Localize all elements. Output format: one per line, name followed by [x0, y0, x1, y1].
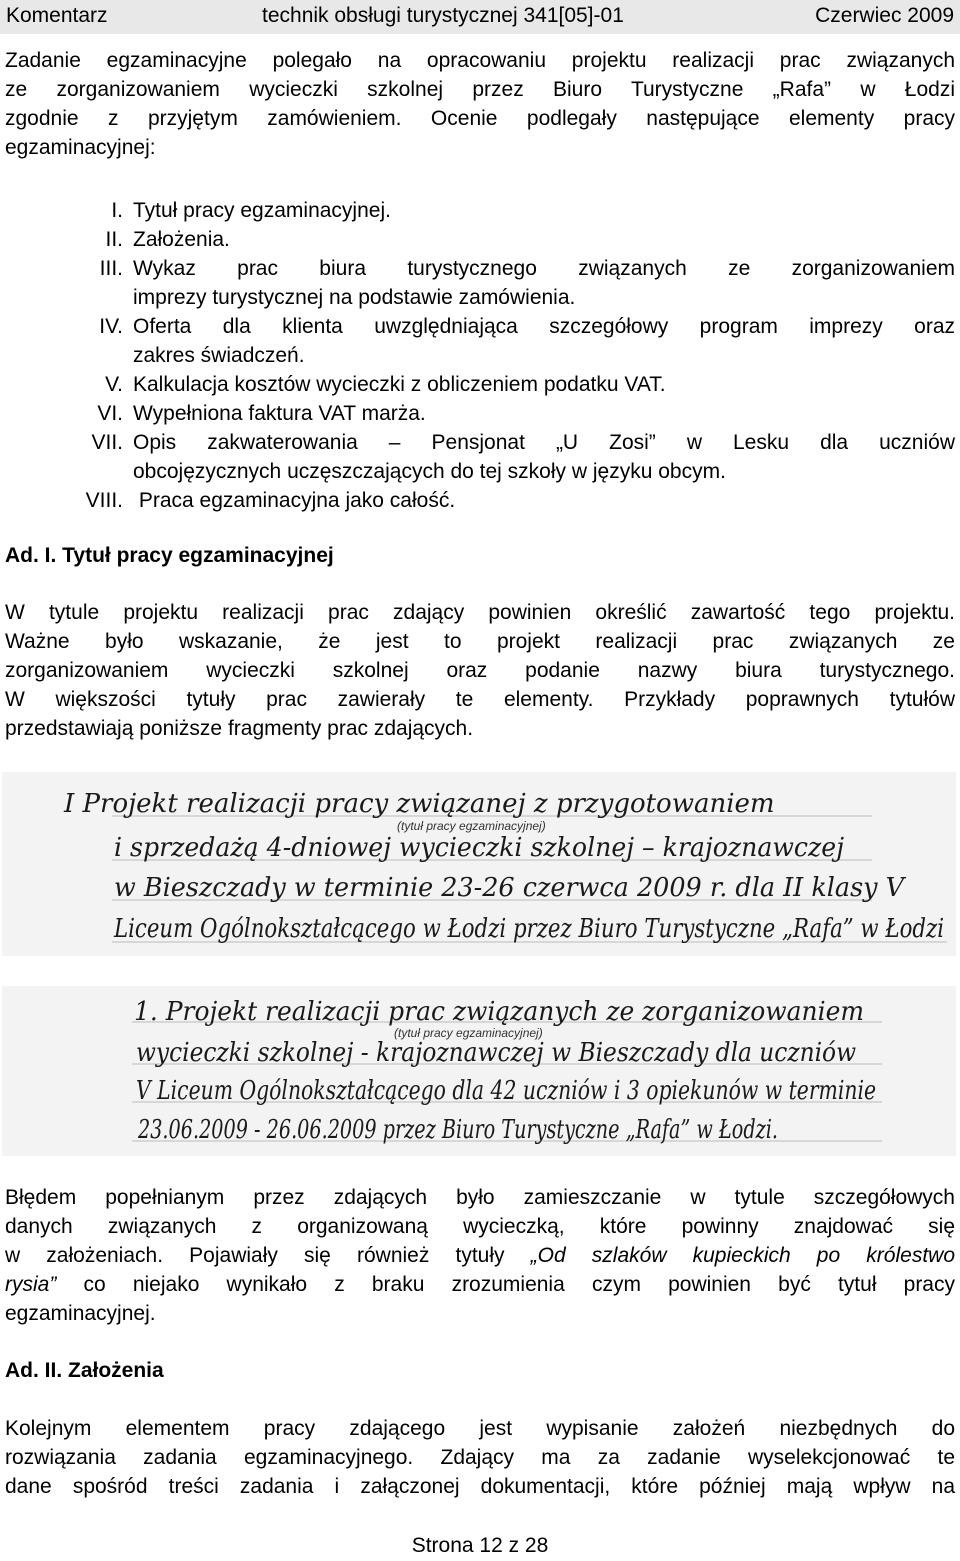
- list-number: VI.: [97, 402, 123, 425]
- header-center: technik obsługi turystycznej 341[05]-01: [262, 4, 624, 27]
- text-line: rozwiązania zadania egzaminacyjnego. Zdający ma za zadanie wyselekcjonować te: [5, 1446, 955, 1469]
- page-header: [0, 0, 960, 34]
- handwritten-title-sample-1: [2, 772, 956, 956]
- handwritten-title-sample-2: [2, 986, 956, 1156]
- list-text: Wypełniona faktura VAT marża.: [133, 402, 426, 425]
- text-line: Ważne było wskazanie, że jest to projekt realizacji prac związanych ze: [5, 630, 955, 653]
- section1b-paragraph: [5, 1183, 955, 1328]
- handwritten-line: Liceum Ogólnokształcącego w Łodzi przez Biuro Turystyczne „Rafa” w Łodzi: [113, 914, 945, 944]
- handwriting-scan: [2, 986, 956, 1156]
- text-line: Zadanie egzaminacyjne polegało na opracowaniu projektu realizacji prac związanych: [5, 49, 955, 72]
- list-text: Wykaz prac biura turystycznego związanych ze zorganizowaniem imprezy turystycznej na podstawie zamówienia.: [133, 257, 955, 309]
- handwritten-line: wycieczki szkolnej - krajoznawczej w Bieszczady dla uczniów: [136, 1038, 856, 1068]
- list-number: IV.: [99, 315, 123, 338]
- quoted-title: rysia”: [5, 1273, 57, 1296]
- section2-paragraph: [5, 1414, 955, 1501]
- list-number: VIII.: [85, 489, 123, 512]
- handwritten-line: i sprzedażą 4-dniowej wycieczki szkolnej – krajoznawczej: [114, 833, 844, 863]
- handwritten-line: w Bieszczady w terminie 23-26 czerwca 2009 r. dla II klasy V: [114, 873, 907, 903]
- list-text: Oferta dla klienta uwzględniająca szczegółowy program imprezy oraz zakres świadczeń.: [133, 315, 955, 367]
- handwritten-line: I Projekt realizacji pracy związanej z przygotowaniem: [64, 789, 775, 819]
- text-line: rysia” co niejako wynikało z braku zrozumienia czym powinien być tytuł pracy: [5, 1273, 955, 1296]
- list-text: Opis zakwaterowania – Pensjonat „U Zosi” w Lesku dla uczniów obcojęzycznych uczęszczających do tej szkoły w języku obcym.: [133, 431, 955, 483]
- list-number: III.: [99, 257, 123, 280]
- text-line: egzaminacyjnej:: [5, 136, 156, 159]
- text-line: przedstawiają poniższe fragmenty prac zdających.: [5, 717, 474, 740]
- handwritten-line: 1. Projekt realizacji prac związanych ze zorganizowaniem: [134, 997, 864, 1027]
- list-number: V.: [105, 373, 123, 396]
- section-heading: Ad. I. Tytuł pracy egzaminacyjnej: [5, 544, 334, 567]
- text-line: egzaminacyjnej.: [5, 1302, 156, 1325]
- handwritten-caption: (tytuł pracy egzaminacyjnej): [394, 1026, 543, 1040]
- header-right: Czerwiec 2009: [815, 4, 954, 27]
- text-line: danych związanych z organizowaną wycieczką, które powinny znajdować się: [5, 1215, 955, 1238]
- text-line: W większości tytuły prac zawierały te elementy. Przykłady poprawnych tytułów: [5, 688, 955, 711]
- text-line: Błędem popełnianym przez zdających było zamieszczanie w tytule szczegółowych: [5, 1186, 955, 1209]
- text-line: Kolejnym elementem pracy zdającego jest wypisanie założeń niezbędnych do: [5, 1417, 955, 1440]
- list-number: II.: [105, 228, 123, 251]
- list-text: Kalkulacja kosztów wycieczki z obliczeniem podatku VAT.: [133, 373, 666, 396]
- list-number: I.: [111, 199, 123, 222]
- page-number: Strona 12 z 28: [411, 1534, 549, 1557]
- handwritten-line: 23.06.2009 - 26.06.2009 przez Biuro Turystyczne „Rafa” w Łodzi.: [137, 1115, 779, 1145]
- intro-paragraph: [5, 46, 955, 162]
- text-line: dane spośród treści zadania i załączonej dokumentacji, które później mają wpływ na: [5, 1475, 955, 1498]
- section1-paragraph: [5, 598, 955, 743]
- list-text: Praca egzaminacyjna jako całość.: [133, 489, 456, 512]
- list-text: Założenia.: [133, 228, 230, 251]
- text-line: zgodnie z przyjętym zamówieniem. Ocenie podlegały następujące elementy pracy: [5, 107, 955, 130]
- text-line: w założeniach. Pojawiały się również tytuły „Od szlaków kupieckich po królestwo: [5, 1244, 955, 1267]
- section-heading: Ad. II. Założenia: [5, 1359, 164, 1382]
- text-line: ze zorganizowaniem wycieczki szkolnej przez Biuro Turystyczne „Rafa” w Łodzi: [5, 78, 955, 101]
- text-line: W tytule projektu realizacji prac zdający powinien określić zawartość tego projektu.: [5, 601, 955, 624]
- header-left: Komentarz: [6, 4, 108, 27]
- handwritten-caption: (tytuł pracy egzaminacyjnej): [397, 819, 546, 833]
- quoted-title: „Od szlaków kupieckich po królestwo: [530, 1244, 955, 1267]
- list-text: Tytuł pracy egzaminacyjnej.: [133, 199, 391, 222]
- list-number: VII.: [91, 431, 123, 454]
- handwritten-line: V Liceum Ogólnokształcącego dla 42 uczniów i 3 opiekunów w terminie: [136, 1076, 876, 1106]
- handwriting-scan: [2, 772, 956, 956]
- text-line: zorganizowaniem wycieczki szkolnej oraz podanie nazwy biura turystycznego.: [5, 659, 955, 682]
